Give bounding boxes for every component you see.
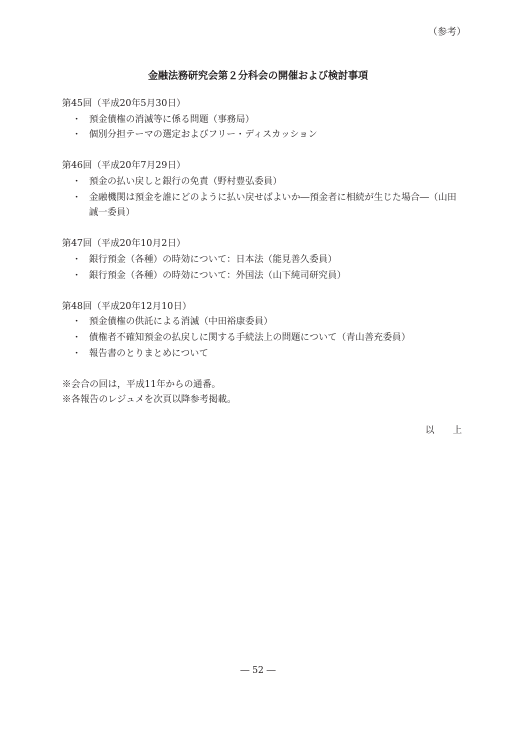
agenda-item-text: 預金債権の供託による消滅（中田裕康委員） <box>89 316 273 328</box>
agenda-item-text: 個別分担テーマの選定およびフリー・ディスカッション <box>89 129 318 141</box>
note-line: ※各報告のレジュメを次頁以降参考掲載。 <box>62 394 237 406</box>
agenda-item-text: 債権者不確知預金の払戻しに関する手続法上の問題について（青山善充委員） <box>89 331 411 343</box>
bullet-marker: ・ <box>72 113 82 125</box>
agenda-item <box>62 190 464 221</box>
agenda-item <box>62 252 464 268</box>
meeting-heading: 第47回（平成20年10月2日） <box>62 238 186 250</box>
bullet-marker: ・ <box>72 269 82 281</box>
document-body <box>62 96 464 439</box>
bullet-marker: ・ <box>72 129 82 141</box>
closing-mark: 以 上 <box>425 425 462 437</box>
agenda-item-text: 報告書のとりまとめについて <box>89 347 209 359</box>
agenda-item <box>62 268 464 284</box>
section-spacer <box>62 408 464 424</box>
bullet-marker: ・ <box>72 253 82 265</box>
section-spacer <box>62 221 464 237</box>
agenda-item-text: 銀行預金（各種）の時効について：外国法（山下純司研究員） <box>89 269 347 281</box>
agenda-item <box>62 112 464 128</box>
agenda-item-text: 預金の払い戻しと銀行の免責（野村豊弘委員） <box>89 175 282 187</box>
reference-label: （参考） <box>427 27 466 38</box>
agenda-item-text: 銀行預金（各種）の時効について：日本法（能見善久委員） <box>89 253 337 265</box>
bullet-marker: ・ <box>72 175 82 187</box>
agenda-item <box>62 314 464 330</box>
agenda-item <box>62 346 464 362</box>
meeting-heading: 第46回（平成20年7月29日） <box>62 160 186 172</box>
agenda-item <box>62 127 464 143</box>
section-spacer <box>62 361 464 377</box>
agenda-item <box>62 330 464 346</box>
bullet-marker: ・ <box>72 347 82 359</box>
agenda-item-text: 預金債権の消滅等に係る問題（事務局） <box>89 113 255 125</box>
note-line: ※会合の回は，平成11年からの通番。 <box>62 378 221 390</box>
bullet-marker: ・ <box>72 331 82 343</box>
document-title: 金融法務研究会第２分科会の開催および検討事項 <box>148 71 368 82</box>
section-spacer <box>62 283 464 299</box>
meeting-heading: 第45回（平成20年5月30日） <box>62 98 186 109</box>
meeting-heading: 第48回（平成20年12月10日） <box>62 300 192 312</box>
page-number: ― 52 ― <box>240 666 276 676</box>
agenda-item-text: 金融機関は預金を誰にどのように払い戻せばよいか―預金者に相続が生じた場合―（山田誠一委員） <box>89 191 457 219</box>
bullet-marker: ・ <box>72 191 82 203</box>
section-spacer <box>62 143 464 159</box>
agenda-item <box>62 174 464 190</box>
bullet-marker: ・ <box>72 316 82 328</box>
